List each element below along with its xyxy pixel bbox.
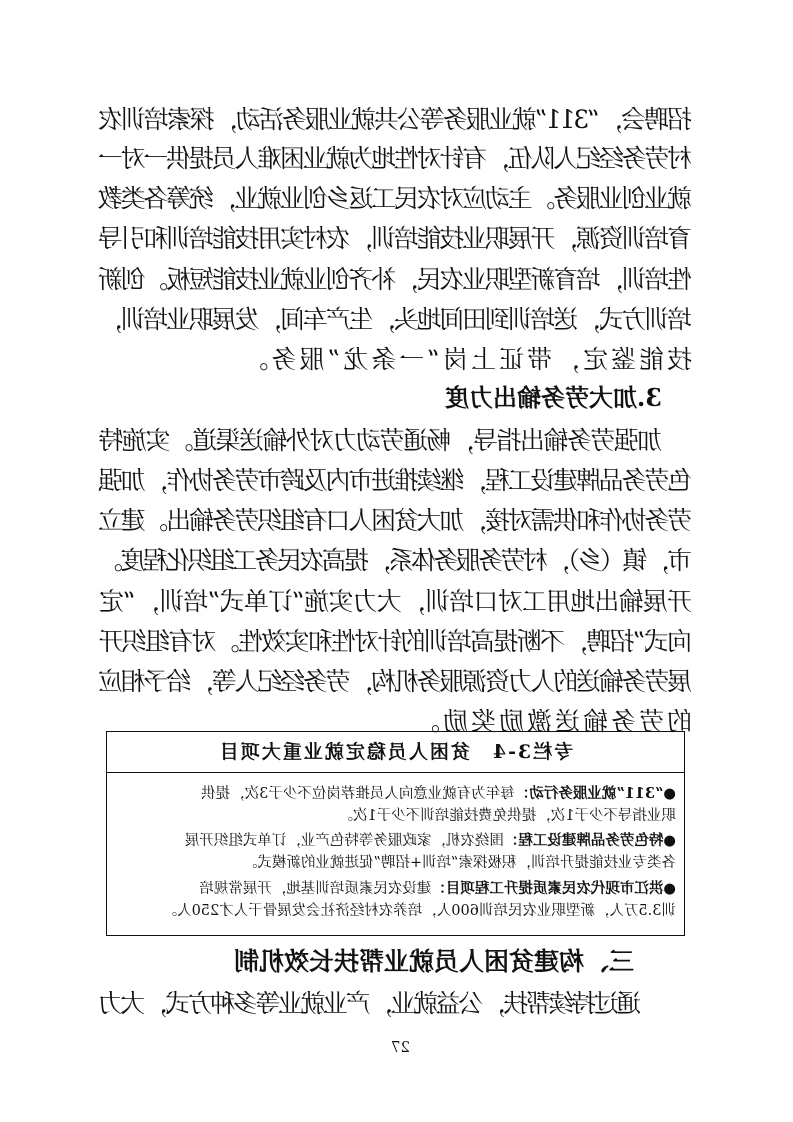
box-item-text: 建设农民素质培训基地，开展常规培 bbox=[199, 881, 432, 897]
box-title: 专栏3-4 贫困人员稳定就业重大项目 bbox=[107, 732, 684, 773]
box-item-line bbox=[115, 901, 676, 921]
chapter-section-heading: 三、构建贫困人员就业帮扶长效机制 bbox=[233, 947, 634, 976]
paragraph-line: 培训方式，送培训到田间地头，生产车间，发展职业培训， bbox=[99, 305, 692, 334]
box-item-line bbox=[115, 831, 676, 851]
paragraph-line: 市，镇（乡），村劳务服务体系，提高农民务工组织化程度。 bbox=[100, 546, 692, 575]
box-item-text: 各类专业技能提升培训，积极探索“培训+招聘”促进就业的新模式。 bbox=[243, 855, 676, 871]
box-item-name: “311”就业服务行动： bbox=[514, 785, 664, 802]
box-item-name: 洪江市现代农民素质提升工程项目： bbox=[431, 880, 664, 897]
box-item-text: 训3.5万人，新型职业农民培训600人，培养农村经济社会发展骨干人才250人。 bbox=[162, 903, 676, 919]
box-item-text: 围绕农机，家政服务等特色产业，订单式组织开展 bbox=[184, 833, 504, 849]
box-item-line bbox=[115, 784, 676, 804]
page-number: 27 bbox=[390, 1038, 410, 1056]
paragraph-line: 劳务协作和供需对接，加大贫困人口有组织劳务输出。建立 bbox=[99, 506, 692, 535]
box-item-text: 职业指导不少于1次，提供免费技能培训不少于1次。 bbox=[338, 808, 676, 824]
paragraph-line: 村劳务经纪人队伍，有针对性地为就业困难人员提供一对一 bbox=[99, 144, 692, 173]
paragraph-line: 育培训资源，开展职业技能培训，农村实用技能培训和引导 bbox=[99, 224, 692, 253]
bullet-icon: ● bbox=[663, 833, 676, 849]
box-item-text: 每年为有就业意向人员推荐岗位不少于3次，提供 bbox=[201, 786, 515, 802]
paragraph-line: 开展输出地用工对口培训，大力实施“订单式”培训，“定 bbox=[99, 587, 692, 616]
paragraph-line: 招聘会，“311”就业服务等公共就业服务活动，探索培训农 bbox=[99, 105, 692, 134]
paragraph-line: 色劳务品牌建设工程，继续推进市内及跨市劳务协作，加强 bbox=[99, 466, 692, 495]
bullet-icon: ● bbox=[663, 786, 676, 802]
box-item-name: 特色劳务品牌建设工程： bbox=[503, 832, 664, 849]
box-item-line bbox=[115, 879, 676, 899]
paragraph-line: 的劳务输送激励奖励。 bbox=[411, 707, 692, 736]
bullet-icon: ● bbox=[663, 881, 676, 897]
paragraph-line: 技能鉴定，带证上岗“一条龙”服务。 bbox=[240, 345, 692, 374]
paragraph-line: 通过持续帮扶，公益就业，产业就业等多种方式，大力 bbox=[99, 989, 641, 1018]
paragraph-line: 向式”招聘，不断提高培训的针对性和实效性。对有组织开 bbox=[100, 627, 692, 656]
paragraph-line: 性培训，培育新型职业农民，补齐创业就业技能短板。创新 bbox=[99, 265, 692, 294]
project-box bbox=[106, 731, 685, 936]
box-item-line bbox=[115, 853, 676, 873]
box-item-line bbox=[115, 806, 676, 826]
paragraph-line: 加强劳务输出指导，畅通劳动力对外输送渠道。实施特 bbox=[99, 426, 662, 455]
paragraph-line: 就业创业服务。主动应对农民工返乡创业就业，统筹各类教 bbox=[99, 184, 692, 213]
paragraph-line: 展劳务输送的人力资源服务机构，劳务经纪人等，给予相应 bbox=[99, 667, 692, 696]
section-heading: 3.加大劳务输出力度 bbox=[444, 383, 662, 412]
